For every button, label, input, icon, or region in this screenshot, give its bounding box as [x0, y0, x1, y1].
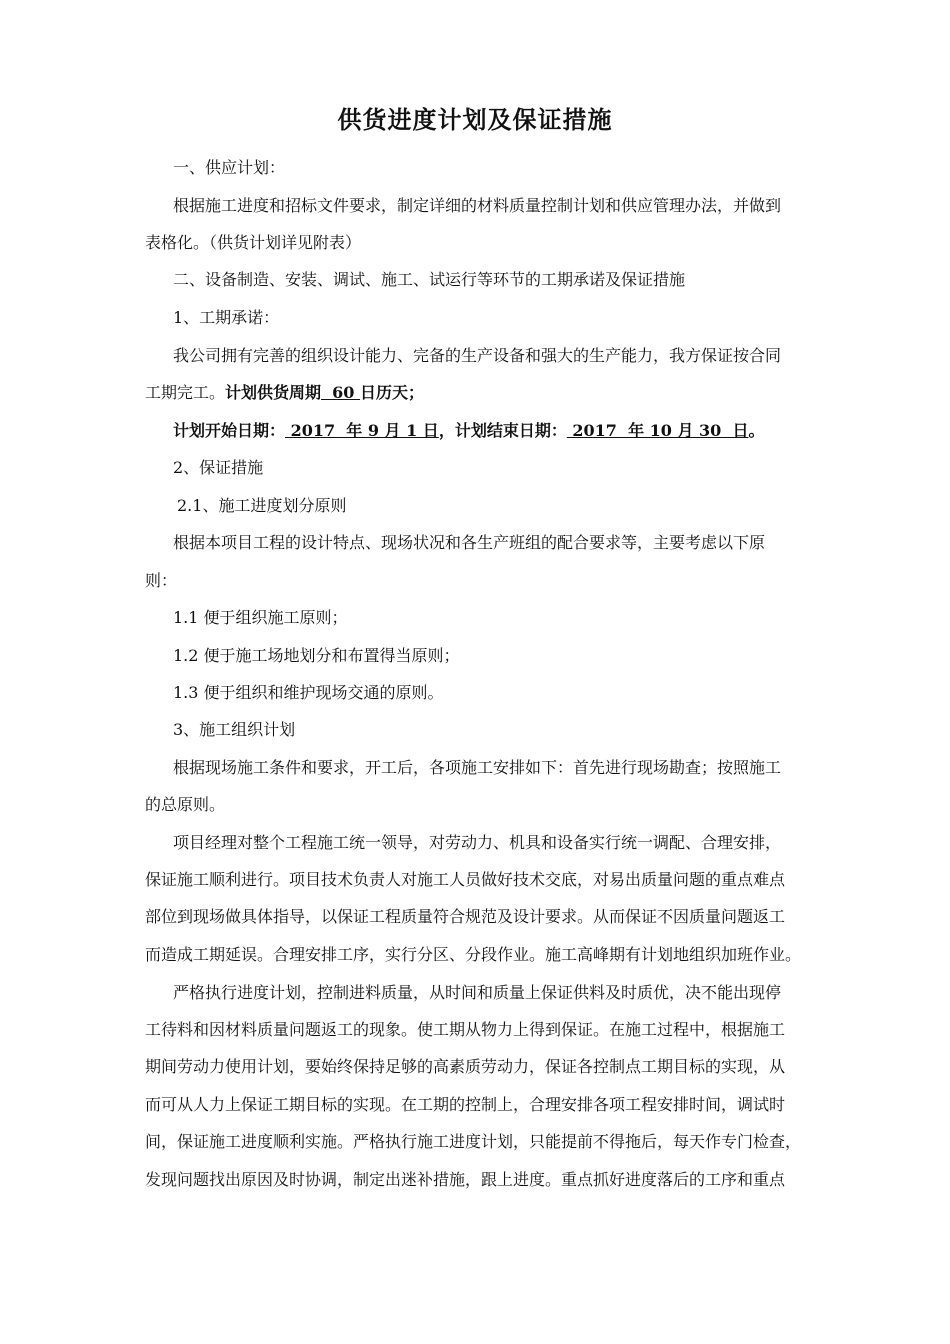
subheading-construction-plan: 3、施工组织计划 [173, 720, 296, 739]
paragraph-line: 保证施工顺利进行。项目技术负责人对施工人员做好技术交底，对易出质量问题的重点难点 [145, 870, 786, 889]
subheading-schedule-promise: 1、工期承诺： [173, 308, 280, 327]
paragraph-line: 我公司拥有完善的组织设计能力、完备的生产设备和强大的生产能力，我方保证按合同 [173, 346, 782, 365]
document-title: 供货进度计划及保证措施 [337, 106, 613, 134]
end-date-value: 2017 年 10 月 30 日 [566, 421, 749, 440]
subheading-guarantee: 2、保证措施 [173, 458, 264, 477]
subheading-division-principle: 2.1、施工进度划分原则 [177, 496, 347, 515]
supply-period-value: 60 [321, 383, 361, 402]
paragraph-line: 而可从人力上保证工期目标的实现。在工期的控制上，合理安排各项工程安排时间，调试时 [145, 1095, 786, 1114]
paragraph-line: 根据现场施工条件和要求，开工后，各项施工安排如下：首先进行现场勘查；按照施工 [173, 758, 782, 777]
start-date-label: 计划开始日期： [173, 421, 286, 440]
list-item: 1.1 便于组织施工原则； [173, 608, 348, 627]
section-heading-schedule-commitment: 二、设备制造、安装、调试、施工、试运行等环节的工期承诺及保证措施 [173, 270, 686, 289]
end-date-label: ，计划结束日期： [438, 421, 567, 440]
paragraph-line: 工待料和因材料质量问题返工的现象。使工期从物力上得到保证。在施工过程中，根据施工 [145, 1020, 786, 1039]
paragraph-line: 表格化。（供货计划详见附表） [145, 233, 362, 252]
paragraph-line: 项目经理对整个工程施工统一领导，对劳动力、机具和设备实行统一调配、合理安排， [173, 833, 782, 852]
section-heading-supply-plan: 一、供应计划： [173, 158, 286, 177]
supply-period-label: 计划供货周期 [225, 383, 322, 402]
paragraph-line: 而造成工期延误。合理安排工序，实行分区、分段作业。施工高峰期有计划地组织加班作业。 [145, 945, 802, 964]
paragraph-line: 的总原则。 [145, 795, 226, 814]
paragraph-line-supply-period [145, 383, 825, 403]
paragraph-line: 间，保证施工进度顺利实施。严格执行施工进度计划，只能提前不得拖后，每天作专门检查， [145, 1132, 802, 1151]
start-date-value: 2017 年 9 月 1 日 [285, 421, 439, 440]
paragraph-line: 根据施工进度和招标文件要求，制定详细的材料质量控制计划和供应管理办法，并做到 [173, 196, 782, 215]
paragraph-line: 严格执行进度计划，控制进料质量，从时间和质量上保证供料及时质优，决不能出现停 [173, 983, 782, 1002]
paragraph-line-dates [173, 421, 825, 441]
paragraph-line: 发现问题找出原因及时协调，制定出迷补措施，跟上进度。重点抓好进度落后的工序和重点 [145, 1170, 786, 1189]
supply-period-unit: 日历天； [360, 383, 425, 402]
paragraph-line: 期间劳动力使用计划，要始终保持足够的高素质劳动力，保证各控制点工期目标的实现，从 [145, 1057, 786, 1076]
list-item: 1.3 便于组织和维护现场交通的原则。 [173, 683, 444, 702]
text-span: 。 [748, 421, 765, 440]
paragraph-line: 则： [145, 571, 178, 590]
list-item: 1.2 便于施工场地划分和布置得当原则； [173, 646, 460, 665]
text-span: 工期完工。 [145, 383, 226, 402]
paragraph-line: 部位到现场做具体指导，以保证工程质量符合规范及设计要求。从而保证不因质量问题返工 [145, 907, 786, 926]
paragraph-line: 根据本项目工程的设计特点、现场状况和各生产班组的配合要求等，主要考虑以下原 [173, 533, 766, 552]
